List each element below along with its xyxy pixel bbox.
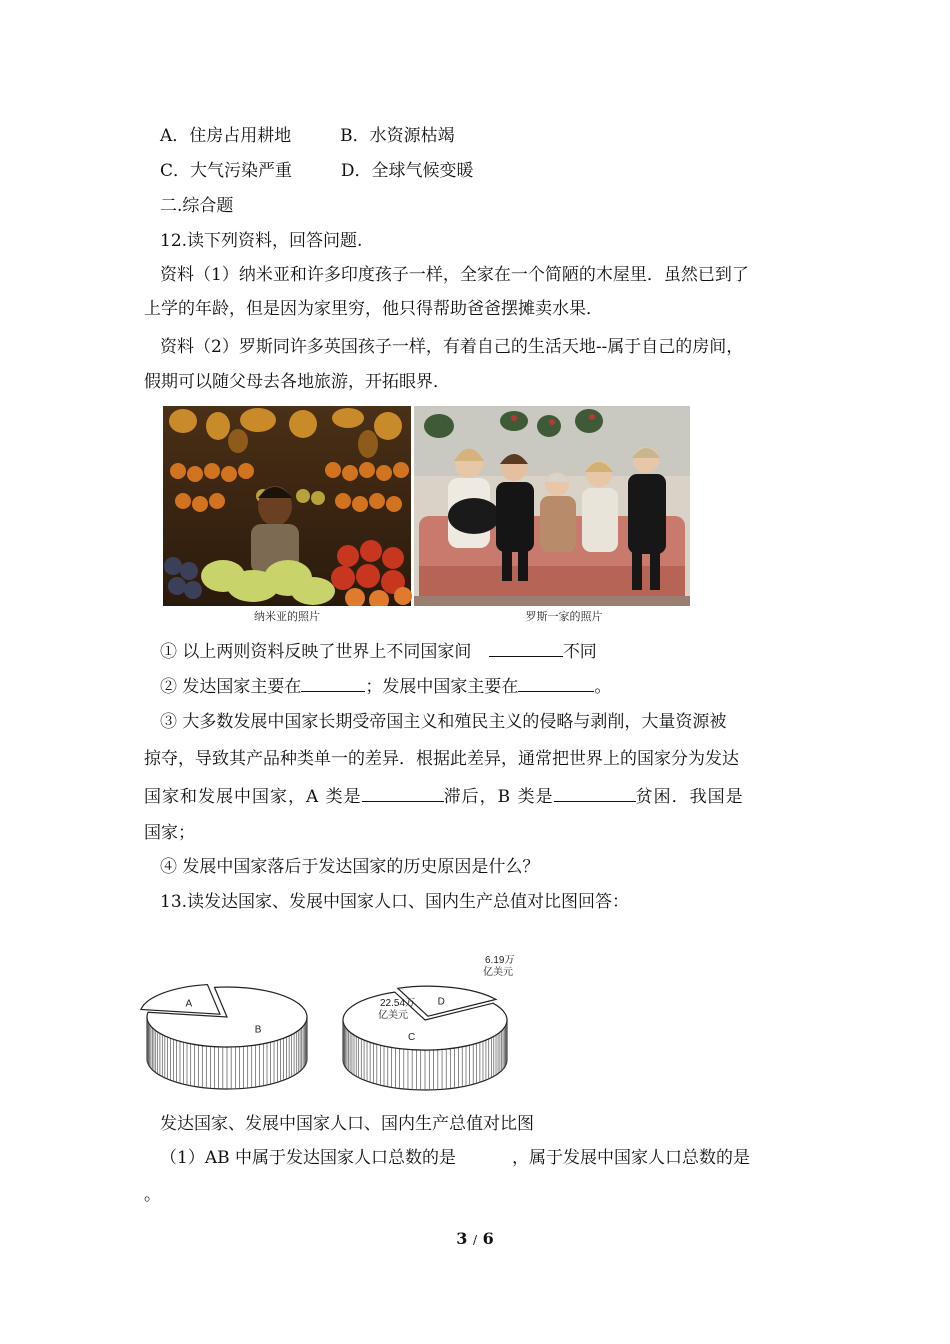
answer-blank[interactable] (518, 675, 594, 692)
pie-charts (140, 955, 540, 1095)
pie-chart-1 (141, 985, 307, 1089)
q12-sub1 (160, 640, 597, 663)
q12-sub3-line1: ③ 大多数发展中国家长期受帝国主义和殖民主义的侵略与剥削，大量资源被 (160, 712, 727, 732)
q13-caption: 发达国家、发展中国家人口、国内生产总值对比图 (160, 1114, 534, 1134)
q13-sub1-end: 。 (144, 1185, 161, 1205)
option-c: C．大气污染严重 (160, 161, 293, 181)
q13-stem: 13.读发达国家、发展中国家人口、国内生产总值对比图回答： (160, 892, 630, 912)
answer-blank[interactable] (554, 785, 636, 802)
q12-sub3-text-a: 国家和发展中国家，A 类是 (144, 787, 362, 807)
q12-sub1-text-b: 不同 (562, 642, 597, 662)
photo-namiya (163, 406, 411, 628)
q12-sub3-text-b: 滞后，B 类是 (443, 787, 554, 807)
q12-material1-line2: 上学的年龄，但是因为家里穷，他只得帮助爸爸摆摊卖水果． (144, 299, 603, 319)
q12-sub4: ④ 发展中国家落后于发达国家的历史原因是什么？ (160, 857, 540, 877)
answer-blank[interactable] (362, 785, 444, 802)
q12-sub1-text-a: ① 以上两则资料反映了世界上不同国家间 (160, 642, 472, 662)
q12-sub3-line3 (144, 785, 744, 808)
page-separator: / (472, 1233, 478, 1247)
pie-label-D: D (437, 996, 445, 1008)
option-row-2 (160, 160, 473, 182)
option-a: A．住房占用耕地 (160, 126, 292, 146)
q12-material2-line1: 资料（2）罗斯同许多英国孩子一样，有着自己的生活天地--属于自己的房间， (160, 337, 744, 357)
q12-sub3-line4: 国家； (144, 823, 195, 843)
pie-annotation-3: 亿美元 (378, 1010, 408, 1021)
q12-sub2 (160, 675, 611, 698)
q12-sub3-text-c: 贫困．我国是 (635, 787, 744, 807)
pie-slice-A (141, 985, 220, 1015)
q13-sub1-text-a: （1）AB 中属于发达国家人口总数的是 (160, 1148, 456, 1168)
photo1-caption: 纳米亚的照片 (254, 611, 320, 623)
pie-annotation-0: 6.19万 (485, 955, 515, 966)
pie-label-A: A (185, 998, 193, 1010)
option-row-1 (160, 125, 455, 147)
answer-blank[interactable] (489, 640, 563, 657)
q12-material1-line1: 资料（1）纳米亚和许多印度孩子一样，全家在一个简陋的木屋里．虽然已到了 (160, 265, 749, 285)
pie-annotation-1: 亿美元 (483, 967, 513, 978)
q12-sub3-line2: 掠夺，导致其产品种类单一的差异．根据此差异，通常把世界上的国家分为发达 (144, 749, 739, 769)
q12-stem: 12.读下列资料，回答问题. (160, 231, 363, 251)
photo2-caption: 罗斯一家的照片 (525, 611, 603, 623)
page-current: 3 (456, 1229, 468, 1248)
q13-sub1-text-b: ，属于发展中国家人口总数的是 (512, 1148, 750, 1168)
pie-chart-2 (343, 954, 514, 1090)
page-total: 6 (482, 1229, 494, 1248)
q12-sub2-text-c: 。 (594, 677, 612, 697)
answer-blank[interactable] (301, 675, 365, 692)
pie-label-B: B (254, 1024, 262, 1036)
q13-sub1 (160, 1147, 750, 1169)
pie-label-C: C (408, 1031, 416, 1043)
pie-annotation-2: 22.54万 (380, 998, 416, 1009)
option-d: D．全球气候变暖 (340, 161, 474, 181)
q12-sub2-text-b: ；发展中国家主要在 (365, 677, 519, 697)
option-b: B．水资源枯竭 (340, 126, 455, 146)
q12-sub2-text-a: ② 发达国家主要在 (160, 677, 302, 697)
section-title: 二.综合题 (160, 196, 234, 216)
page-number (0, 1229, 950, 1248)
q12-material2-line2: 假期可以随父母去各地旅游，开拓眼界． (144, 372, 450, 392)
photo-ross-family (414, 406, 690, 628)
